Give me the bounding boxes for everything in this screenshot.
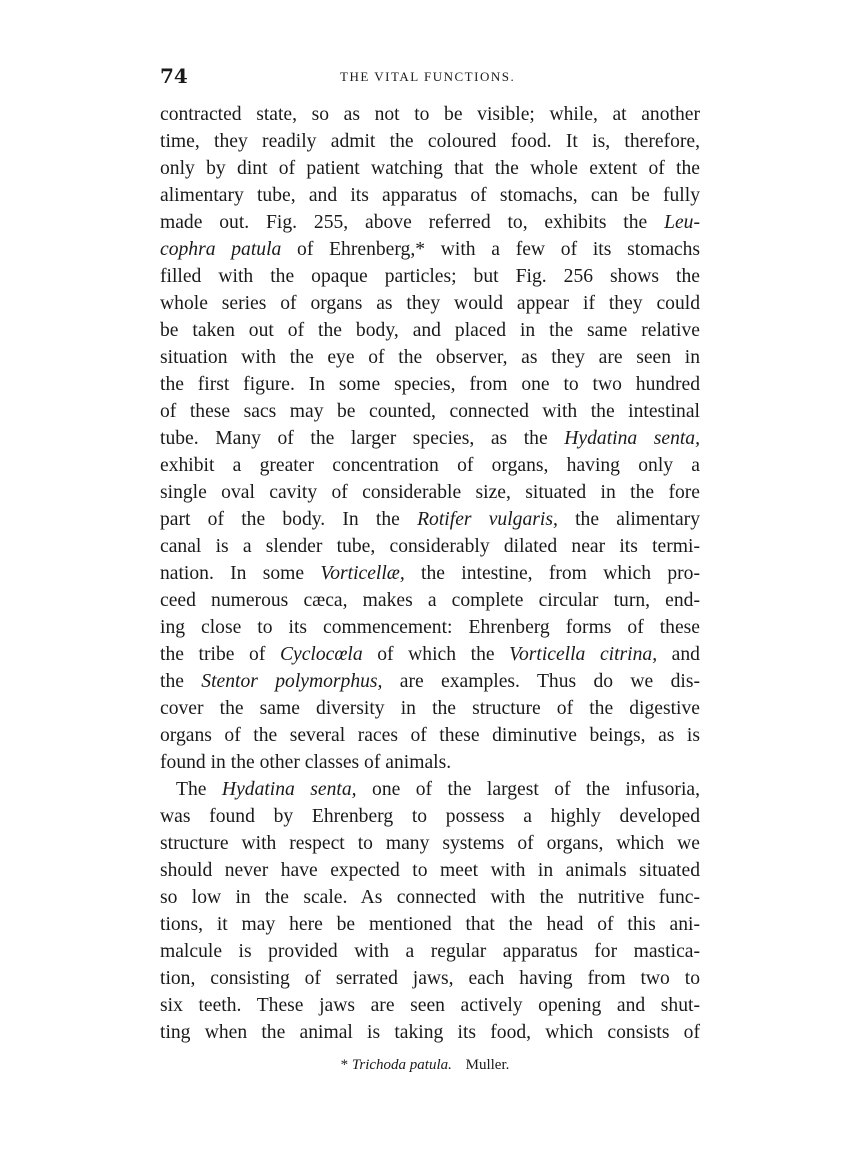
text-line xyxy=(160,371,700,398)
plain-text: of which the xyxy=(362,644,510,665)
text-line xyxy=(160,965,700,992)
plain-text: should never have expected to meet with in animals situated xyxy=(160,860,700,881)
text-line xyxy=(160,614,700,641)
text-line xyxy=(160,587,700,614)
plain-text: was found by Ehrenberg to possess a highly developed xyxy=(160,806,700,827)
text-line xyxy=(160,209,700,236)
plain-text: alimentary tube, and its apparatus of stomachs, can be fully xyxy=(160,185,700,206)
text-line xyxy=(160,344,700,371)
running-head: THE VITAL FUNCTIONS. xyxy=(340,69,516,84)
text-line xyxy=(160,263,700,290)
plain-text: part of the body. In the xyxy=(160,509,418,530)
text-line xyxy=(160,560,700,587)
plain-text: the tribe of xyxy=(160,644,280,665)
text-line xyxy=(160,128,700,155)
italic-text: Leu- xyxy=(664,212,700,233)
text-line xyxy=(160,506,700,533)
plain-text: the xyxy=(160,671,202,692)
italic-text: Vorticellæ, xyxy=(320,563,405,584)
text-line xyxy=(160,668,700,695)
text-line xyxy=(160,236,700,263)
italic-text: Hydatina senta, xyxy=(221,779,357,800)
italic-text: Stentor polymorphus, xyxy=(201,671,383,692)
text-line xyxy=(160,101,700,128)
plain-text: tion, consisting of serrated jaws, each having from two to xyxy=(160,968,700,989)
text-line xyxy=(160,722,700,749)
plain-text: time, they readily admit the coloured food. It is, therefore, xyxy=(160,131,700,152)
italic-text: Vorticella citrina, xyxy=(509,644,658,665)
plain-text: exhibit a greater concentration of organs, having only a xyxy=(160,455,700,476)
plain-text: tions, it may here be mentioned that the head of this ani- xyxy=(160,914,700,935)
text-line xyxy=(160,884,700,911)
text-line xyxy=(160,857,700,884)
footnote-author: Muller. xyxy=(465,1057,510,1073)
text-line xyxy=(160,182,700,209)
plain-text: canal is a slender tube, considerably dilated near its termi- xyxy=(160,536,700,557)
text-line xyxy=(160,749,700,776)
body-text xyxy=(160,101,700,1046)
text-line xyxy=(160,1019,700,1046)
plain-text: whole series of organs as they would appear if they could xyxy=(160,293,700,314)
plain-text: of Ehrenberg,* with a few of its stomachs xyxy=(281,239,701,260)
text-line xyxy=(160,641,700,668)
italic-text: Cyclocœla xyxy=(279,644,363,665)
plain-text: organs of the several races of these diminutive beings, as is xyxy=(160,725,700,746)
text-line xyxy=(160,452,700,479)
plain-text: and xyxy=(657,644,700,665)
plain-text: one of the largest of the infusoria, xyxy=(356,779,700,800)
plain-text: contracted state, so as not to be visible; while, at another xyxy=(160,104,700,125)
plain-text: ting when the animal is taking its food, which consists of xyxy=(160,1022,700,1043)
plain-text: the alimentary xyxy=(557,509,701,530)
text-line xyxy=(160,425,700,452)
text-line xyxy=(160,911,700,938)
plain-text: six teeth. These jaws are seen actively opening and shut- xyxy=(160,995,700,1016)
text-line xyxy=(160,533,700,560)
italic-text: Hydatina senta, xyxy=(564,428,701,449)
plain-text: ing close to its commencement: Ehrenberg forms of these xyxy=(160,617,700,638)
page-header xyxy=(160,64,700,88)
plain-text: of these sacs may be counted, connected with the intestinal xyxy=(160,401,700,422)
plain-text: single oval cavity of considerable size, situated in the fore xyxy=(160,482,700,503)
text-line xyxy=(160,776,700,803)
text-line xyxy=(160,695,700,722)
footnote-species: Trichoda patula. xyxy=(351,1057,452,1073)
plain-text: are examples. Thus do we dis- xyxy=(382,671,700,692)
text-line xyxy=(160,938,700,965)
plain-text: ceed numerous cæca, makes a complete circular turn, end- xyxy=(160,590,700,611)
plain-text: be taken out of the body, and placed in the same relative xyxy=(160,320,700,341)
plain-text: so low in the scale. As connected with the nutritive func- xyxy=(160,887,700,908)
text-line xyxy=(160,830,700,857)
plain-text: found in the other classes of animals. xyxy=(160,752,452,773)
plain-text: situation with the eye of the observer, as they are seen in xyxy=(160,347,700,368)
text-line xyxy=(160,479,700,506)
footnote xyxy=(0,1057,850,1074)
plain-text: the intestine, from which pro- xyxy=(404,563,700,584)
text-line xyxy=(160,155,700,182)
footnote-marker: * xyxy=(340,1057,349,1073)
text-line xyxy=(160,803,700,830)
plain-text: structure with respect to many systems of organs, which we xyxy=(160,833,700,854)
text-line xyxy=(160,398,700,425)
text-line xyxy=(160,992,700,1019)
plain-text: tube. Many of the larger species, as the xyxy=(160,428,565,449)
plain-text: made out. Fig. 255, above referred to, exhibits the xyxy=(160,212,665,233)
text-line xyxy=(160,317,700,344)
plain-text: malcule is provided with a regular apparatus for mastica- xyxy=(160,941,700,962)
plain-text: cover the same diversity in the structure of the digestive xyxy=(160,698,700,719)
italic-text: cophra patula xyxy=(160,239,282,260)
text-line xyxy=(160,290,700,317)
plain-text: only by dint of patient watching that the whole extent of the xyxy=(160,158,700,179)
italic-text: Rotifer vulgaris, xyxy=(417,509,558,530)
plain-text: filled with the opaque particles; but Fig. 256 shows the xyxy=(160,266,700,287)
page-number: 74 xyxy=(160,64,188,88)
plain-text: The xyxy=(176,779,222,800)
plain-text: nation. In some xyxy=(160,563,321,584)
plain-text: the first figure. In some species, from one to two hundred xyxy=(160,374,700,395)
